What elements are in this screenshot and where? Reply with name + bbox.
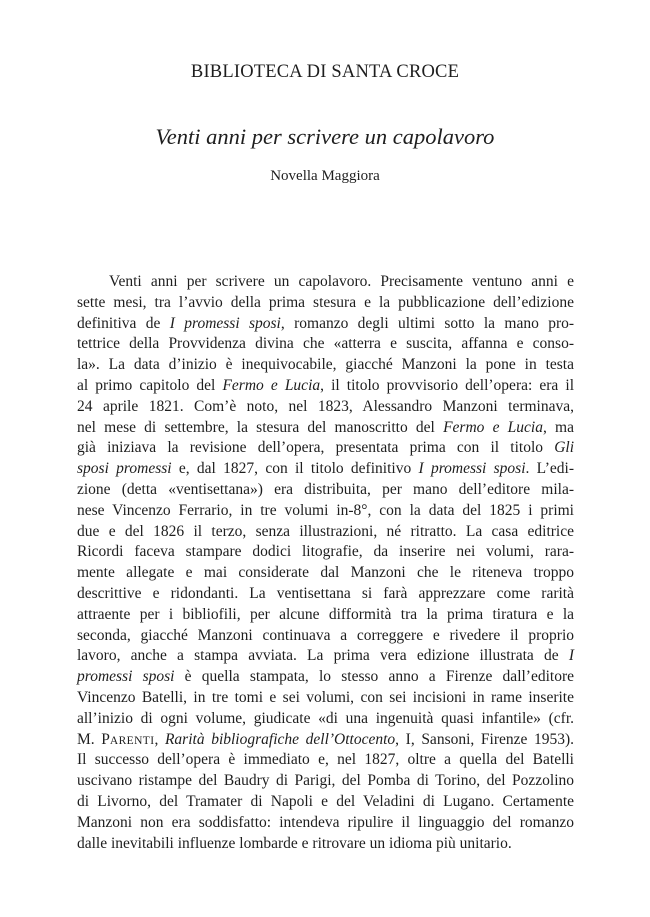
text-run: seconda, giacché Manzoni continuava a correggere e rivedere il proprio: [77, 626, 574, 644]
text-run: nel mese di settembre, la stesura del manoscritto del: [77, 418, 444, 436]
text-run: e, dal 1827, con il titolo definitivo: [171, 460, 419, 478]
text-run: zione (detta «ventisettana») era distribuita, per mano dell’editore mila-: [77, 480, 574, 498]
text-line: [77, 438, 574, 459]
italic-text: I promessi sposi: [169, 314, 281, 332]
italic-text: sposi promessi: [77, 460, 172, 478]
text-run: attraente per i bibliofili, per alcune difformità tra la prima tiratura e la: [77, 605, 574, 623]
text-line: [77, 792, 574, 813]
text-line: [77, 542, 574, 563]
text-run: Venti anni per scrivere un capolavoro. Precisamente ventuno anni e: [109, 273, 574, 290]
text-line: [77, 355, 574, 376]
text-run: già iniziava la revisione dell’opera, presentata prima con il titolo: [77, 439, 555, 457]
text-line: [77, 376, 574, 397]
text-run: ,: [154, 730, 165, 748]
text-line: [77, 688, 574, 709]
text-run: di Livorno, del Tramater di Napoli e del Veladini di Lugano. Certamente: [77, 792, 574, 810]
text-run: 24 aprile 1821. Com’è noto, nel 1823, Alessandro Manzoni terminava,: [77, 397, 574, 415]
text-run: , I, Sansoni, Firenze 1953).: [395, 730, 575, 748]
text-line: [77, 750, 574, 771]
text-run: la». La data d’inizio è inequivocabile, giacché Manzoni la pone in testa: [77, 356, 574, 374]
text-run: , il titolo provvisorio dell’opera: era il: [320, 376, 574, 394]
text-line: [77, 522, 574, 543]
chapter-title: Venti anni per scrivere un capolavoro: [155, 124, 495, 149]
text-run: , romanzo degli ultimi sotto la mano pro-: [280, 314, 575, 332]
text-run: Vincenzo Batelli, in tre tomi e sei volumi, con sei incisioni in rame inserite: [77, 688, 574, 706]
author-name: Novella Maggiora: [270, 168, 380, 184]
text-line: [77, 730, 574, 751]
italic-text: Fermo e Lucia: [443, 418, 543, 436]
text-line: [77, 459, 574, 480]
text-line: [77, 834, 574, 855]
italic-text: promessi sposi: [77, 668, 175, 686]
text-line: [77, 813, 574, 834]
italic-text: I promessi sposi: [418, 460, 526, 478]
text-line: [77, 646, 574, 667]
text-line: [77, 709, 574, 730]
small-caps-text: ARENTI: [109, 734, 155, 747]
text-run: . L’edi-: [525, 460, 574, 478]
italic-text: Fermo e Lucia: [222, 376, 321, 394]
text-line: [77, 272, 574, 293]
text-run: uscivano ristampe del Baudry di Parigi, del Pomba di Torino, del Pozzolino: [77, 772, 574, 790]
text-line: [77, 584, 574, 605]
text-line: [77, 480, 574, 501]
text-line: [77, 771, 574, 792]
text-line: [77, 667, 574, 688]
text-line: [77, 293, 574, 314]
text-run: definitiva de: [77, 314, 170, 332]
text-run: , ma: [542, 418, 574, 436]
text-run: nese Vincenzo Ferrario, in tre volumi in-8°, con la data del 1825 i primi: [77, 501, 574, 519]
text-line: [77, 334, 574, 355]
text-run: è quella stampata, lo stesso anno a Firenze dall’editore: [174, 668, 574, 686]
text-line: [77, 314, 574, 335]
text-run: al primo capitolo del: [77, 376, 223, 394]
text-line: [77, 397, 574, 418]
text-run: Manzoni non era soddisfatto: intendeva ripulire il linguaggio del romanzo: [77, 813, 574, 831]
text-run: lavoro, anche a stampa avviata. La prima vera edizione illustrata de: [77, 647, 569, 665]
text-line: [77, 418, 574, 439]
italic-text: Gli: [554, 439, 574, 457]
text-run: tettrice della Provvidenza divina che «atterra e suscita, affanna e conso-: [77, 335, 574, 353]
text-run: descrittive e ridondanti. La ventisettana si farà apprezzare come rarità: [77, 584, 574, 602]
italic-text: Rarità bibliografiche dell’Ottocento: [164, 730, 396, 748]
series-header: BIBLIOTECA DI SANTA CROCE: [190, 62, 460, 82]
text-line: [77, 563, 574, 584]
text-run: all’inizio di ogni volume, giudicate «di una ingenuità quasi infantile» (cfr.: [77, 709, 574, 727]
text-run: sette mesi, tra l’avvio della prima stesura e la pubblicazione dell’edizione: [77, 293, 574, 311]
text-line: [77, 605, 574, 626]
text-run: Ricordi faceva stampare dodici litografie, da inserire nei volumi, rara-: [77, 543, 574, 561]
italic-text: I: [568, 647, 574, 665]
text-run: due e del 1826 il terzo, senza illustrazioni, né ritratto. La casa editrice: [77, 522, 574, 540]
text-run: mente allegate e mai considerate dal Manzoni che le riteneva troppo: [77, 564, 574, 582]
text-run: Il successo dell’opera è immediato e, nel 1827, oltre a quella del Batelli: [77, 751, 574, 769]
text-run: dalle inevitabili influenze lombarde e ritrovare un idioma più unitario.: [77, 834, 512, 852]
text-line: [77, 626, 574, 647]
text-line: [77, 501, 574, 522]
body-paragraph: [77, 272, 574, 854]
text-run: M. P: [77, 730, 110, 748]
